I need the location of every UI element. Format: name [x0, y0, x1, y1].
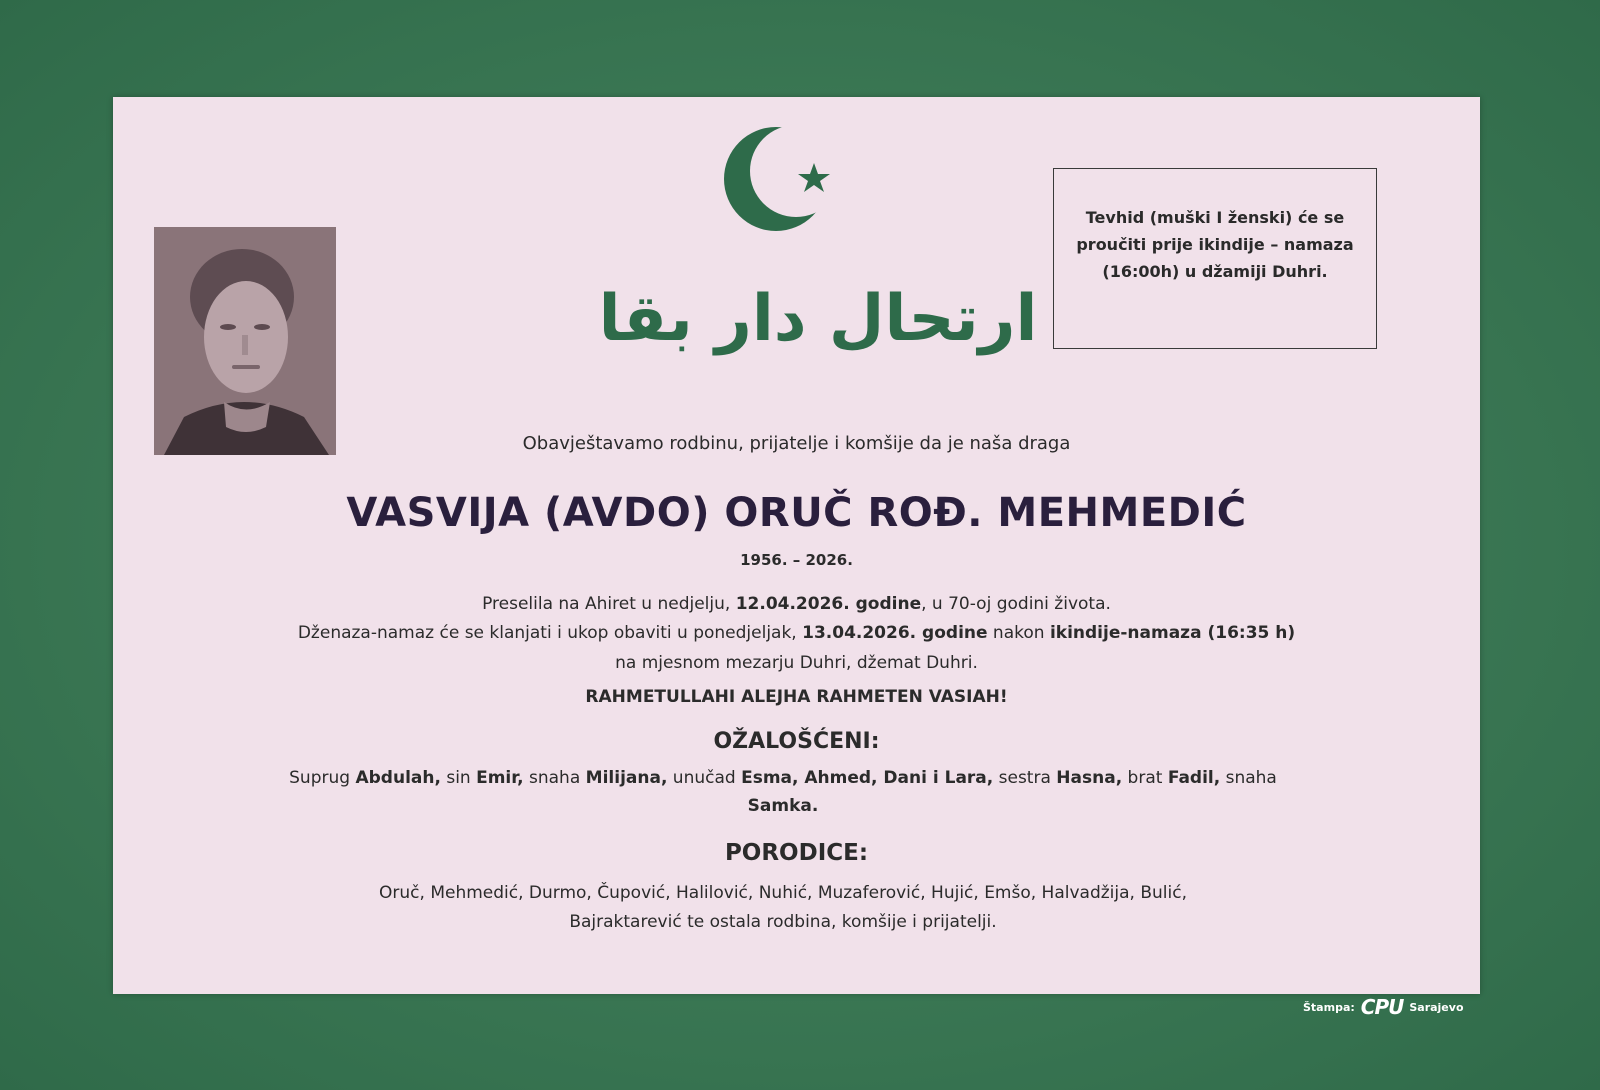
printer-city: Sarajevo [1409, 1000, 1464, 1014]
mourners-n2: Emir, [476, 768, 524, 788]
mourners-n5: Hasna, [1056, 768, 1123, 788]
funeral-line [113, 623, 1480, 643]
printer-prefix: Štampa: [1303, 1000, 1355, 1014]
families-heading: PORODICE: [724, 840, 869, 866]
mourners-n4: Esma, Ahmed, Dani i Lara, [741, 768, 994, 788]
printer-logo: CPU [1360, 995, 1404, 1019]
mourners-t4: unučad [667, 768, 742, 788]
portrait-illustration [154, 227, 336, 455]
passing-date: 12.04.2026. godine [735, 594, 922, 614]
mourners-n3: Milijana, [585, 768, 668, 788]
crescent-star-emblem [598, 115, 1038, 365]
funeral-date: 13.04.2026. godine [802, 623, 988, 643]
printer-credit [1303, 995, 1464, 1019]
tevhid-notice-box [1053, 168, 1377, 349]
deceased-name: VASVIJA (AVDO) ORUČ ROĐ. MEHMEDIĆ [346, 490, 1247, 536]
mourners-heading: OŽALOŠĆENI: [713, 729, 880, 754]
mourners-n7: Samka. [747, 796, 819, 816]
crescent-icon [724, 125, 842, 231]
cemetery-line: na mjesnom mezarju Duhri, džemat Duhri. [615, 653, 978, 673]
intro-text: Obavještavamo rodbinu, prijatelje i komšije da je naša draga [522, 433, 1071, 454]
mourners-list [283, 764, 1283, 820]
life-years: 1956. – 2026. [740, 551, 853, 569]
passing-text-a: Preselila na Ahiret u nedjelju, [482, 594, 736, 614]
funeral-text-c: nakon [987, 623, 1050, 643]
mourners-t1: Suprug [289, 768, 356, 788]
arabic-calligraphy: ارتحال دار بقا [598, 282, 1038, 356]
prayer-line: RAHMETULLAHI ALEJHA RAHMETEN VASIAH! [585, 687, 1008, 707]
funeral-text-a: Dženaza-namaz će se klanjati i ukop obaviti u ponedjeljak, [297, 623, 803, 643]
passing-line [113, 594, 1480, 614]
portrait-photo [154, 227, 336, 455]
mourners-t7: snaha [1220, 768, 1277, 788]
mourners-t6: brat [1122, 768, 1168, 788]
passing-text-c: , u 70-oj godini života. [921, 594, 1111, 614]
mourners-t5: sestra [993, 768, 1057, 788]
families-list: Oruč, Mehmedić, Durmo, Čupović, Halilović, Nuhić, Muzaferović, Hujić, Emšo, Halvadžija, Bulić, Bajraktarević te ostala rodbina, komšije i prijatelji. [379, 883, 1187, 932]
mourners-t2: sin [440, 768, 477, 788]
mourners-n6: Fadil, [1167, 768, 1221, 788]
obituary-sheet [113, 97, 1480, 994]
mourners-t3: snaha [523, 768, 586, 788]
tevhid-notice-text: Tevhid (muški I ženski) će se proučiti prije ikindije – namaza (16:00h) u džamiji Duhri. [1076, 208, 1354, 281]
mourners-n1: Abdulah, [355, 768, 441, 788]
funeral-time: ikindije-namaza (16:35 h) [1049, 623, 1296, 643]
